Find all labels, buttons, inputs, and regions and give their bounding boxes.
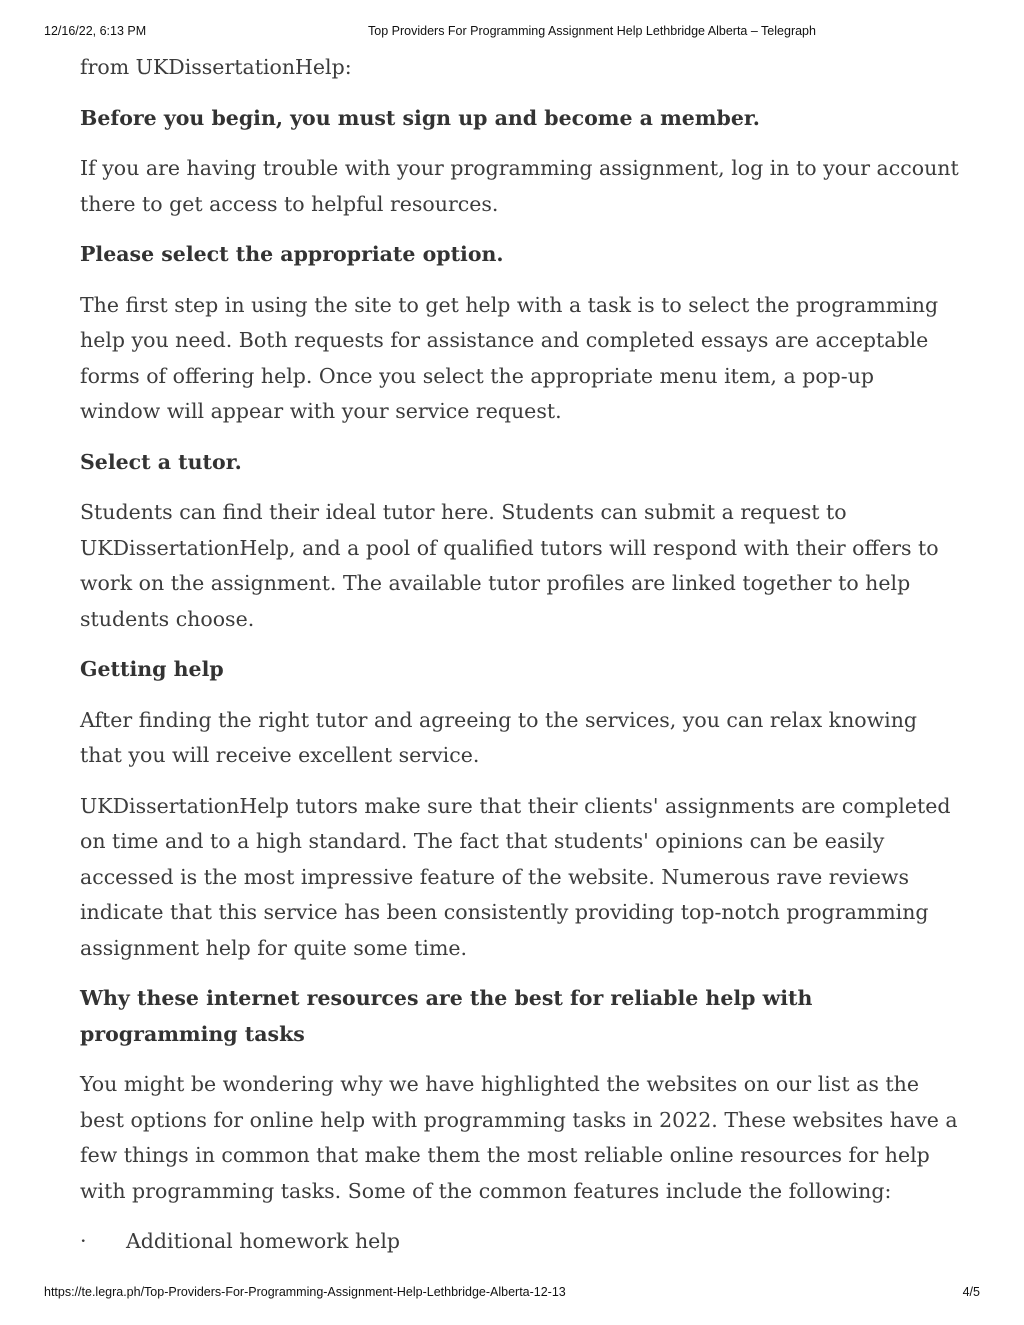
print-url: https://te.legra.ph/Top-Providers-For-Programming-Assignment-Help-Lethbridge-Alberta-12-13	[44, 1285, 566, 1299]
heading-getting-help: Getting help	[80, 657, 224, 681]
print-header	[0, 24, 1024, 42]
print-datetime: 12/16/22, 6:13 PM	[44, 24, 147, 38]
paragraph-first-step: The first step in using the site to get help with a task is to select the programming help you need. Both requests for assistance and completed essays are acceptable forms of offering help. Once you select the appropriate menu item, a pop-up window will appear with your service request.	[80, 292, 939, 423]
bullet-dot-icon: ·	[80, 1229, 87, 1253]
heading-select-tutor: Select a tutor.	[80, 449, 242, 474]
list-item-text: Additional homework help	[126, 1229, 400, 1253]
paragraph-tutors-quality: UKDissertationHelp tutors make sure that their clients' assignments are completed on time and to a high standard. The fact that students' opinions can be easily accessed is the most impressive feature of the website. Numerous rave reviews indicate that this service has been consistently providing top-notch programming assignment help for quite some time.	[80, 793, 951, 960]
print-page-title: Top Providers For Programming Assignment Help Lethbridge Alberta – Telegraph	[368, 24, 816, 38]
paragraph-wondering: You might be wondering why we have highlighted the websites on our list as the best options for online help with programming tasks in 2022. These websites have a few things in common that make them the most reliable online resources for help with programming tasks. Some of the common features include the following:	[80, 1072, 958, 1203]
heading-select-option: Please select the appropriate option.	[80, 242, 504, 266]
heading-sign-up: Before you begin, you must sign up and become a member.	[80, 105, 760, 130]
list-item	[80, 1224, 960, 1260]
print-page-number: 4/5	[962, 1285, 980, 1299]
article-body	[80, 50, 960, 1260]
paragraph-login: If you are having trouble with your programming assignment, log in to your account there to get access to helpful resources.	[80, 156, 959, 216]
print-footer	[0, 1285, 1024, 1303]
paragraph-after-finding: After finding the right tutor and agreeing to the services, you can relax knowing that you will receive excellent service.	[80, 707, 918, 767]
heading-why-resources: Why these internet resources are the best for reliable help with programming tasks	[80, 986, 813, 1046]
paragraph-intro: from UKDissertationHelp:	[80, 55, 352, 79]
paragraph-tutor: Students can find their ideal tutor here. Students can submit a request to UKDissertationHelp, and a pool of qualified tutors will respond with their offers to work on the assignment. The available tutor profiles are linked together to help students choose.	[80, 500, 939, 631]
